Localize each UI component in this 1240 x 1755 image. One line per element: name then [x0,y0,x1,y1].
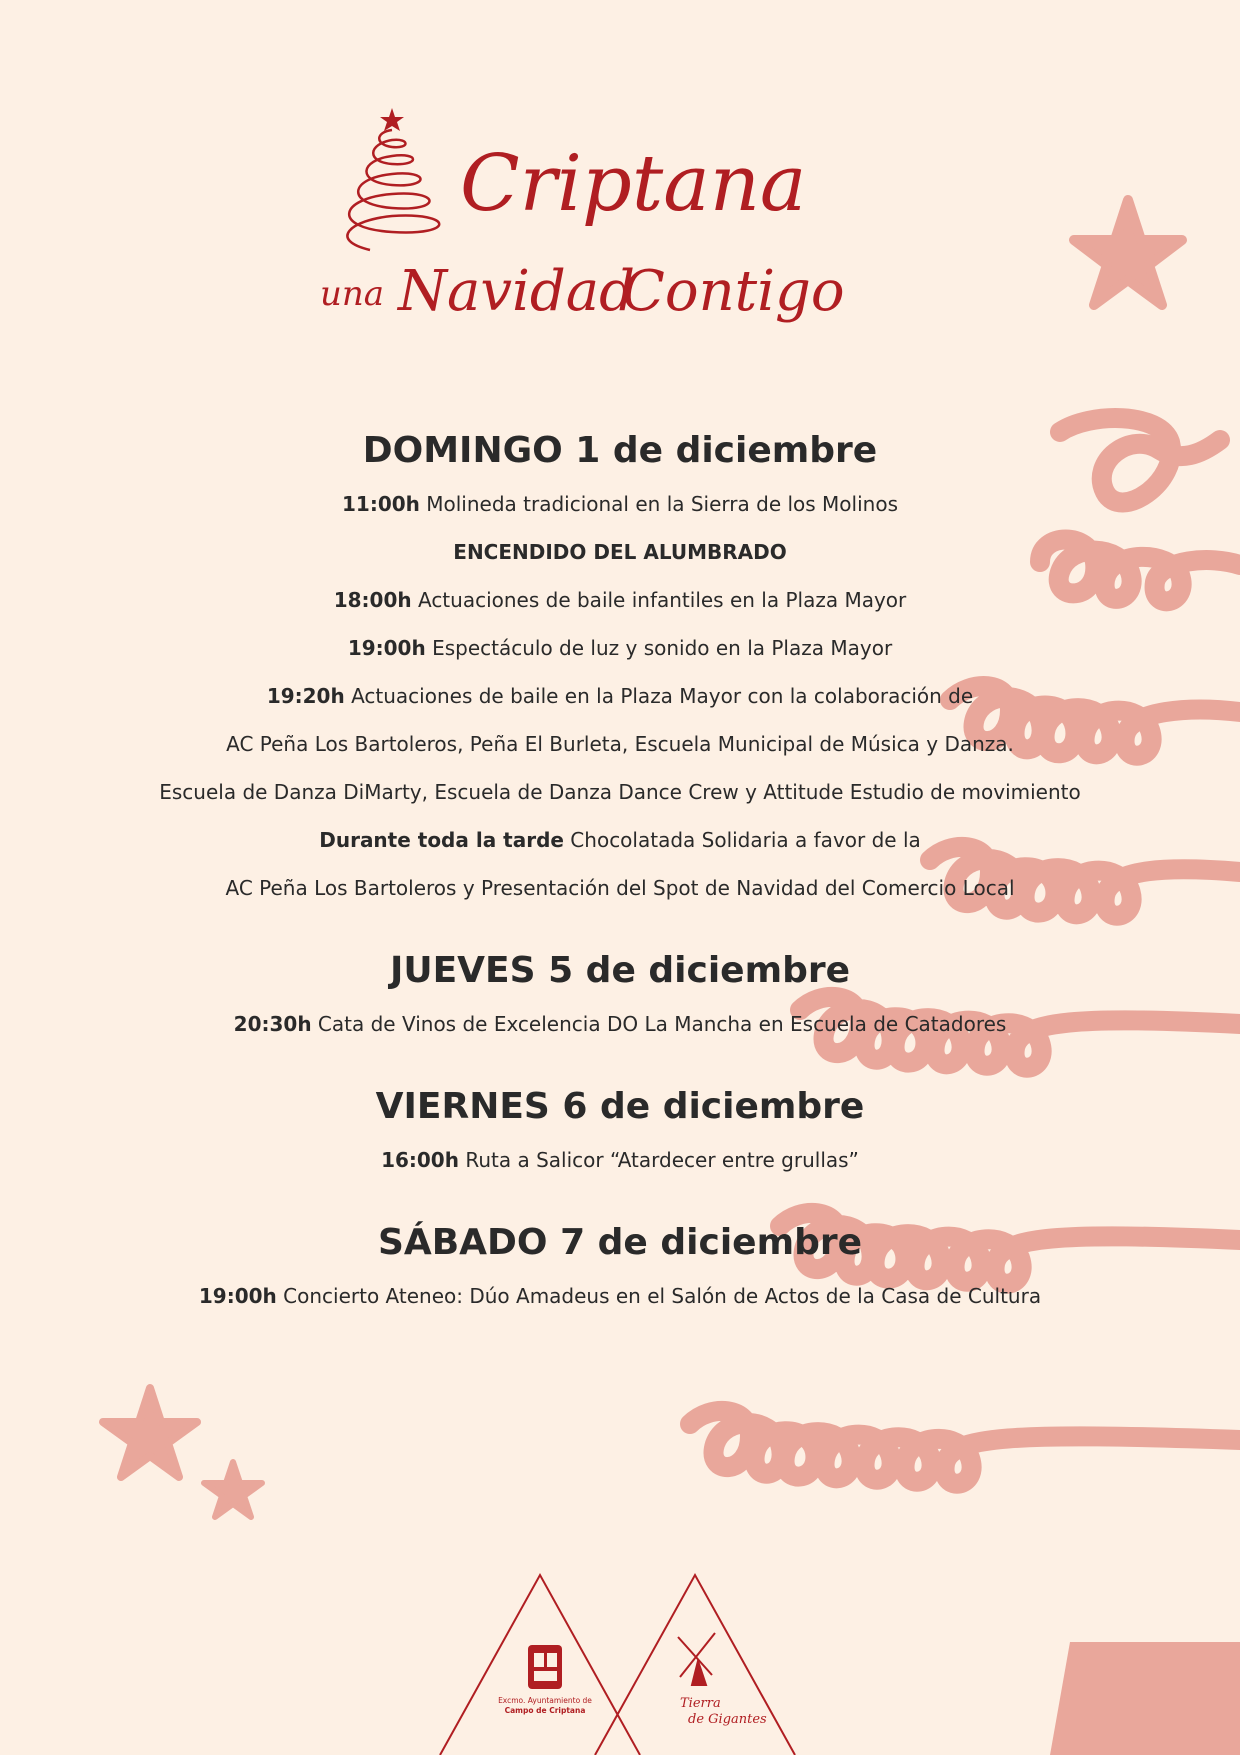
event-description: AC Peña Los Bartoleros y Presentación del Spot de Navidad del Comercio Local [225,876,1015,900]
event-time: 19:00h [347,636,426,660]
day-title: DOMINGO 1 de diciembre [362,430,878,471]
logo-word-una: una [320,274,385,314]
event-line [60,720,1180,768]
event-time: 18:00h [333,588,412,612]
day-block [60,1222,1180,1320]
logo-line-criptana: Criptana [460,139,807,229]
event-line [60,1272,1180,1320]
event-description: Concierto Ateneo: Dúo Amadeus en el Salón de Actos de la Casa de Cultura [276,1284,1042,1308]
event-program [60,430,1180,1358]
windmill-icon [678,1633,715,1685]
event-description: Espectáculo de luz y sonido en la Plaza Mayor [425,636,893,660]
event-description: Actuaciones de baile infantiles en la Plaza Mayor [411,588,907,612]
event-line [60,624,1180,672]
event-time: 11:00h [341,492,420,516]
event-time: 16:00h [381,1148,459,1172]
event-description: ENCENDIDO DEL ALUMBRADO [453,540,787,564]
event-line [60,768,1180,816]
event-description: Cata de Vinos de Excelencia DO La Mancha en Escuela de Catadores [311,1012,1007,1036]
day-block [60,430,1180,912]
event-line [60,528,1180,576]
event-line [60,480,1180,528]
event-time: 20:30h [233,1012,312,1036]
day-block [60,950,1180,1048]
event-description: Ruta a Salicor “Atardecer entre grullas” [458,1148,859,1172]
event-logo [320,100,910,360]
council-name-line2: Campo de Criptana [504,1706,586,1715]
event-description: Molineda tradicional en la Sierra de los Molinos [419,492,898,516]
day-title: SÁBADO 7 de diciembre [377,1222,863,1263]
event-description: Actuaciones de baile en la Plaza Mayor con la colaboración de [344,684,974,708]
coat-of-arms-icon [528,1645,562,1689]
event-line [60,864,1180,912]
day-block [60,1086,1180,1184]
star-icon [1074,200,1182,305]
tourism-brand-line2: de Gigantes [688,1712,767,1727]
event-time: 19:00h [198,1284,277,1308]
event-line [60,1000,1180,1048]
day-title: JUEVES 5 de diciembre [389,950,851,991]
event-time: 19:20h [266,684,345,708]
logo-word-navidad: Navidad [398,259,636,324]
event-description: Chocolatada Solidaria a favor de la [563,828,921,852]
star-icon [204,1462,262,1517]
star-icon [380,108,404,131]
event-description: AC Peña Los Bartoleros, Peña El Burleta, Escuela Municipal de Música y Danza. [226,732,1014,756]
christmas-tree-swirl-icon [347,130,439,250]
event-line [60,1136,1180,1184]
event-description: Escuela de Danza DiMarty, Escuela de Danza Dance Crew y Attitude Estudio de movimiento [159,780,1081,804]
tourism-brand-line1: Tierra [680,1696,721,1711]
event-time: Durante toda la tarde [319,828,564,852]
star-icon [103,1388,197,1477]
event-line [60,672,1180,720]
tree-trunk [1050,1642,1240,1755]
event-line [60,816,1180,864]
day-title: VIERNES 6 de diciembre [375,1086,865,1127]
footer-logos [430,1565,810,1755]
council-name-line1: Excmo. Ayuntamiento de [498,1696,592,1705]
logo-word-contigo: Contigo [622,259,845,324]
event-line [60,576,1180,624]
